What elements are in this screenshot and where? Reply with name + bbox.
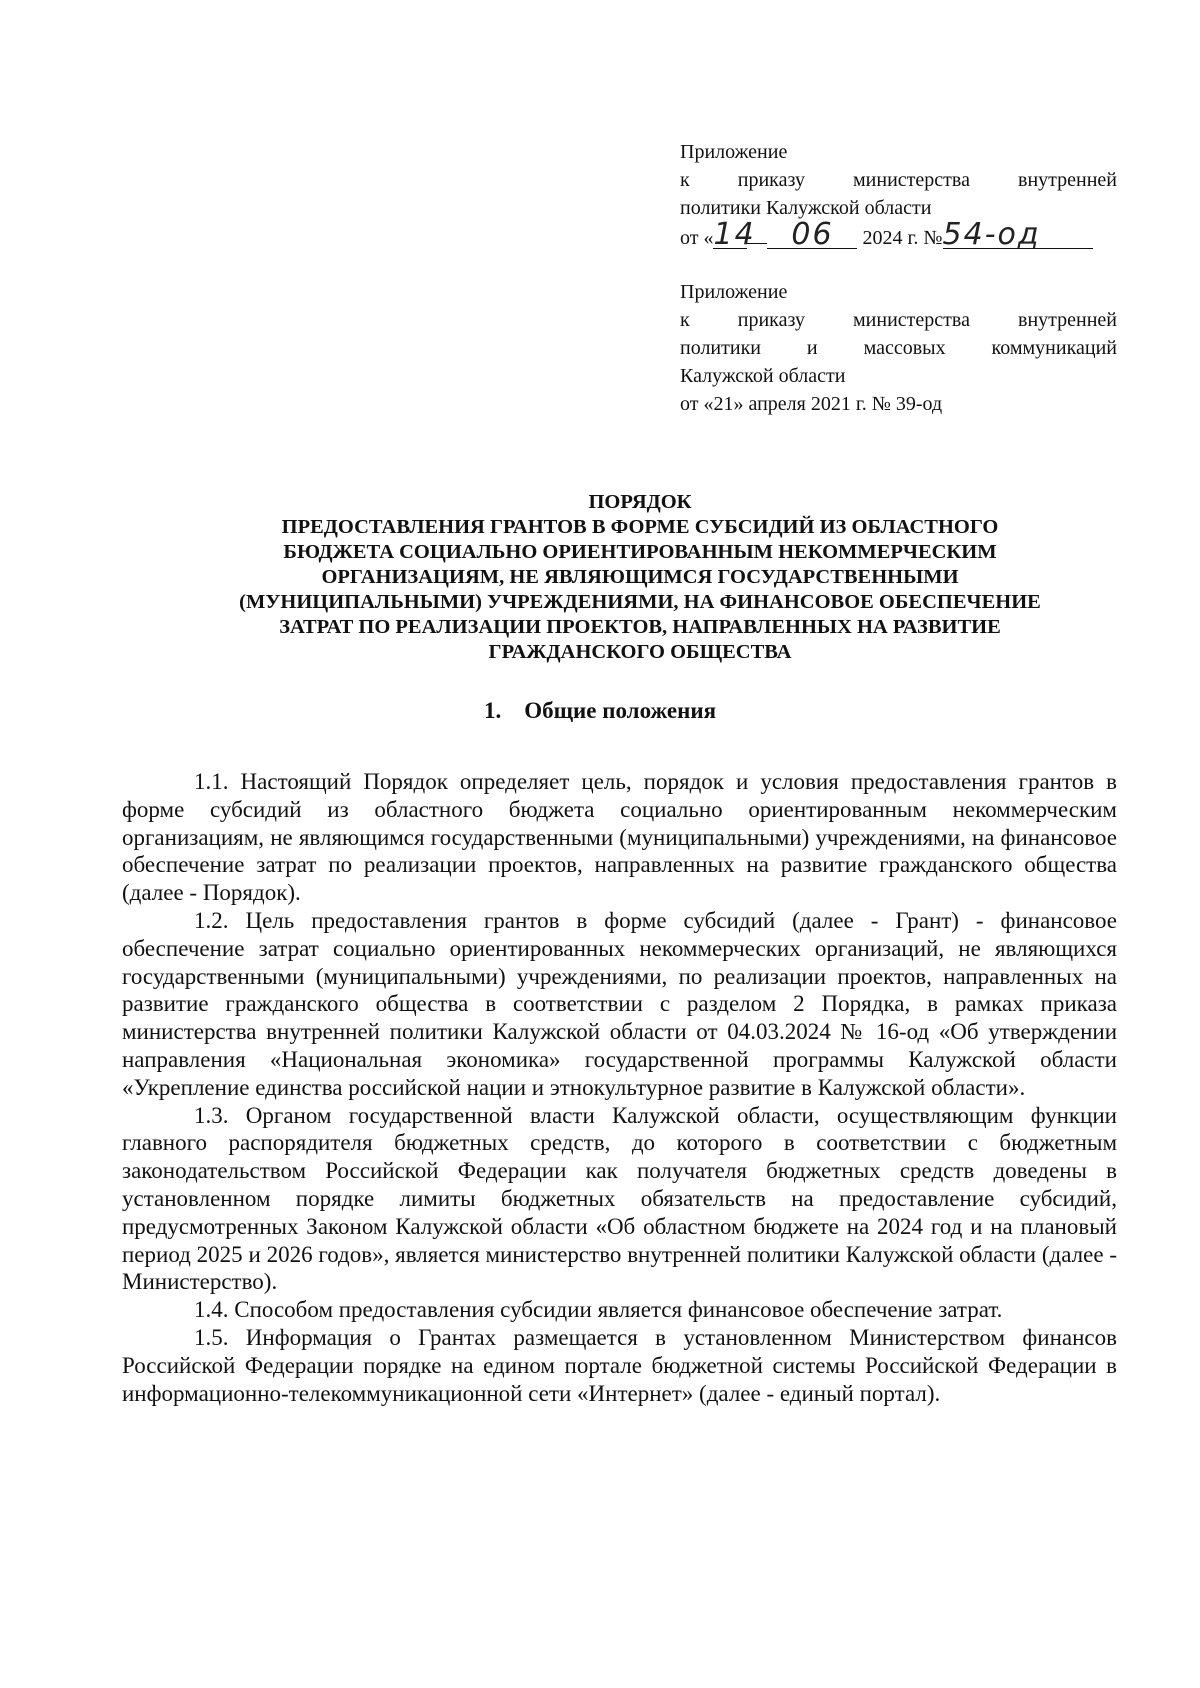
- paragraph-1-2: 1.2. Цель предоставления грантов в форме субсидий (далее - Грант) - финансовое обеспечение затрат социально ориентированных некоммерческих организаций, не являющихся государственными (муниципальными) учреждениями, по реализации проектов, направленных на развитие гражданского общества в соответствии с разделом 2 Порядка, в рамках приказа министерства внутренней политики Калужской области от 04.03.2024 № 16-од «Об утверждении направления «Национальная экономика» государственной программы Калужской области «Укрепление единства российской нации и этнокультурное развитие в Калужской области».: [122, 907, 1117, 1100]
- day-underline: [747, 243, 767, 244]
- title-line: ГРАЖДАНСКОГО ОБЩЕСТВА: [488, 641, 792, 663]
- appendix-previous: [680, 278, 1117, 418]
- handwritten-month: 06: [767, 222, 857, 249]
- title-line: ПОРЯДОК: [588, 491, 692, 513]
- title-line: БЮДЖЕТА СОЦИАЛЬНО ОРИЕНТИРОВАННЫМ НЕКОММЕРЧЕСКИМ: [283, 541, 997, 563]
- title-line: (МУНИЦИПАЛЬНЫМИ) УЧРЕЖДЕНИЯМИ, НА ФИНАНСОВОЕ ОБЕСПЕЧЕНИЕ: [239, 591, 1041, 613]
- paragraph-1-3: 1.3. Органом государственной власти Калужской области, осуществляющим функции главного распорядителя бюджетных средств, до которого в соответствии с бюджетным законодательством Российской Федерации как получателя бюджетных средств доведены в установленном порядке лимиты бюджетных обязательств на предоставление субсидий, предусмотренных Законом Калужской области «Об областном бюджете на 2024 год и на плановый период 2025 и 2026 годов», является министерство внутренней политики Калужской области (далее - Министерство).: [122, 1102, 1117, 1295]
- section-number: 1.: [483, 698, 502, 723]
- appendix-previous-order: к приказу министерства внутренней: [680, 309, 1117, 331]
- date-year: 2024 г. №: [862, 227, 943, 249]
- appendix-current-label: Приложение: [680, 141, 788, 163]
- appendix-previous-label: Приложение: [680, 281, 788, 303]
- section-heading: [0, 698, 1200, 724]
- handwritten-number: 54-од: [943, 222, 1093, 249]
- appendix-current-date: [680, 217, 1117, 252]
- title-line: ПРЕДОСТАВЛЕНИЯ ГРАНТОВ В ФОРМЕ СУБСИДИЙ ИЗ ОБЛАСТНОГО: [281, 516, 999, 538]
- appendix-previous-ministry: политики и массовых коммуникаций: [680, 337, 1117, 359]
- paragraph-1-1: 1.1. Настоящий Порядок определяет цель, порядок и условия предоставления грантов в форме субсидий из областного бюджета социально ориентированным некоммерческим организациям, не являющимся государственными (муниципальными) учреждениями, на финансовое обеспечение затрат по реализации проектов, направленных на развитие гражданского общества (далее - Порядок).: [122, 769, 1117, 906]
- appendix-previous-date: от «21» апреля 2021 г. № 39-од: [680, 393, 943, 415]
- document-title: [190, 490, 1090, 665]
- handwritten-day: 14: [713, 217, 756, 252]
- title-line: ОРГАНИЗАЦИЯМ, НЕ ЯВЛЯЮЩИМСЯ ГОСУДАРСТВЕННЫМИ: [321, 566, 959, 588]
- date-prefix: от «: [680, 227, 714, 249]
- title-line: ЗАТРАТ ПО РЕАЛИЗАЦИИ ПРОЕКТОВ, НАПРАВЛЕННЫХ НА РАЗВИТИЕ: [279, 616, 1001, 638]
- paragraph-1-4: 1.4. Способом предоставления субсидии является финансовое обеспечение затрат.: [194, 1297, 1003, 1323]
- document-body: [122, 768, 1117, 1407]
- section-title: Общие положения: [524, 698, 717, 723]
- appendix-current-order: к приказу министерства внутренней: [680, 169, 1117, 191]
- appendix-current: [680, 138, 1117, 252]
- appendix-current-ministry: политики Калужской области: [680, 197, 932, 219]
- appendix-previous-region: Калужской области: [680, 365, 846, 387]
- paragraph-1-5: 1.5. Информация о Грантах размещается в установленном Министерством финансов Российской Федерации порядке на едином портале бюджетной системы Российской Федерации в информационно-телекоммуникационной сети «Интернет» (далее - единый портал).: [122, 1324, 1117, 1406]
